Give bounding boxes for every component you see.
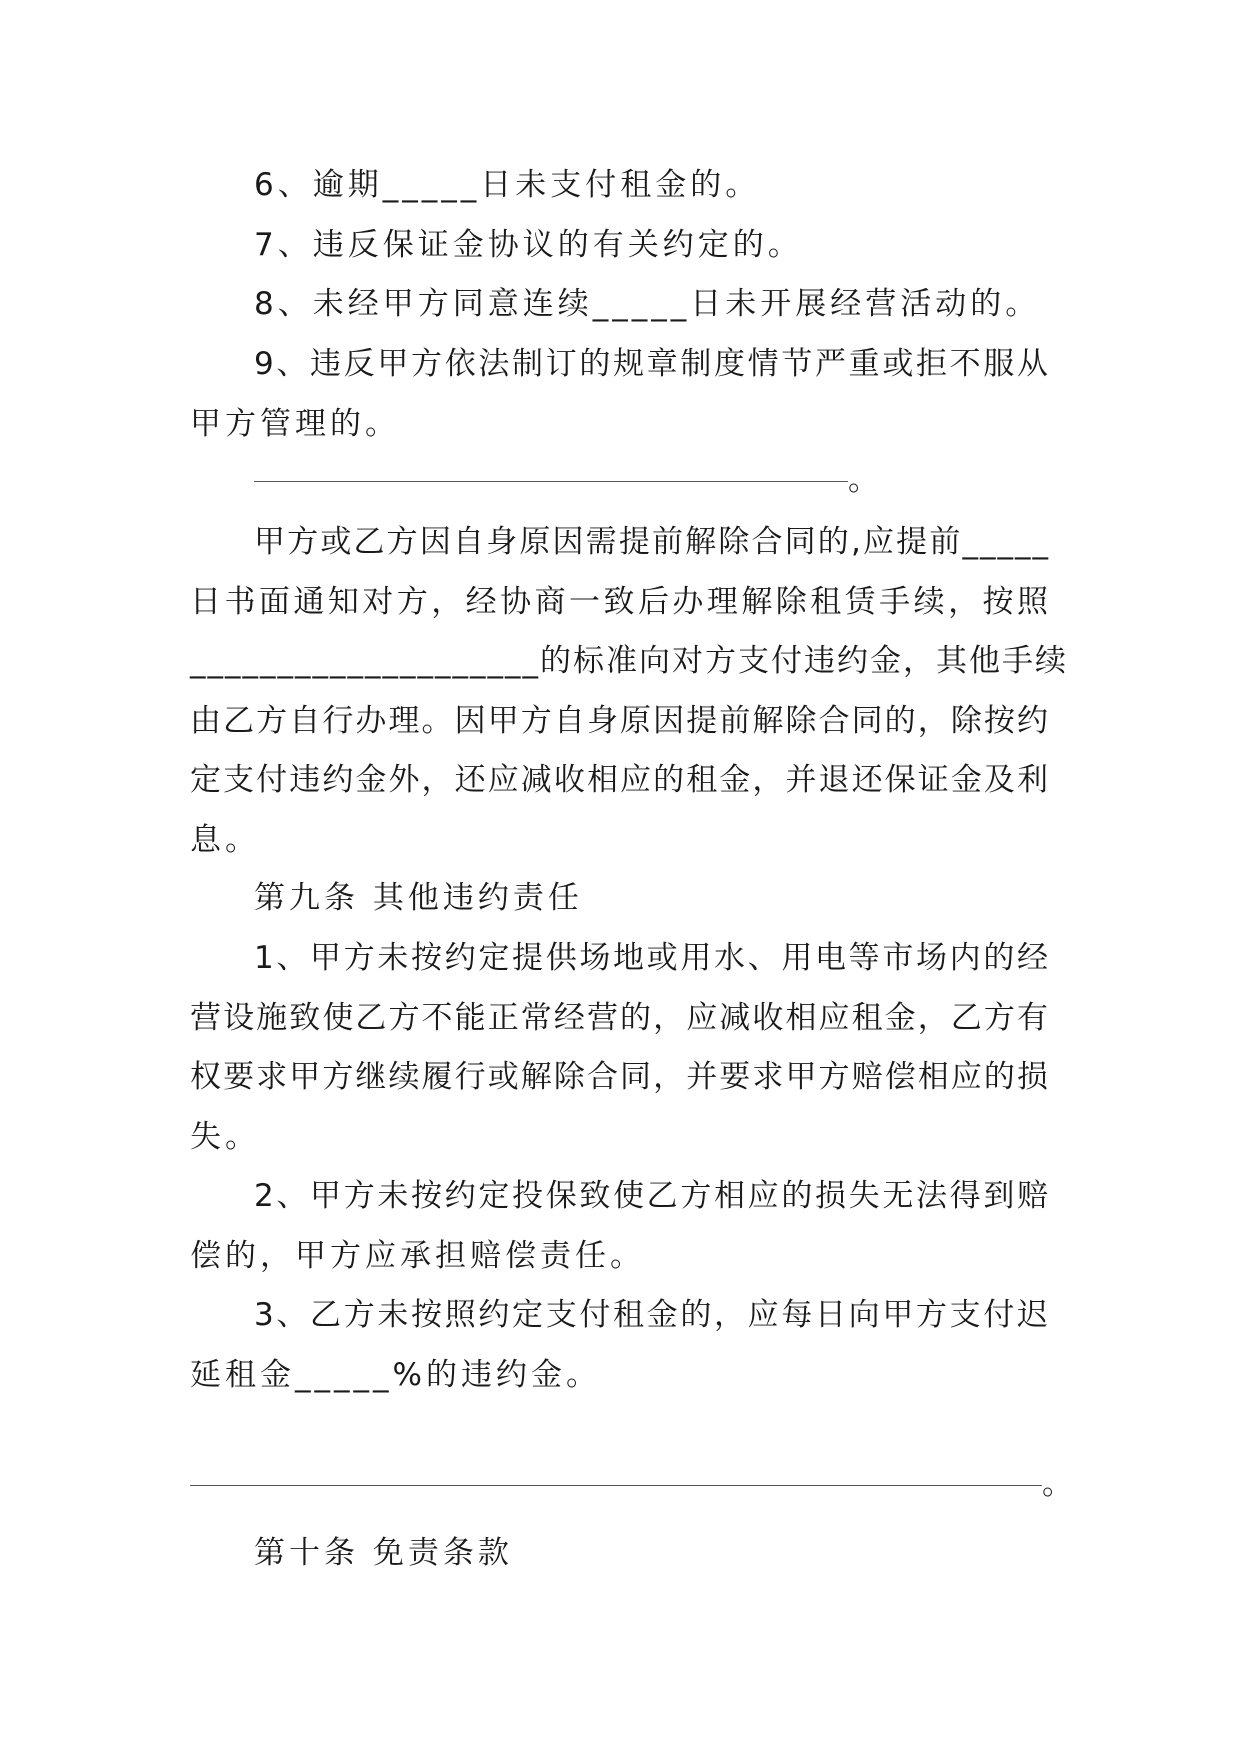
clause-item-8: 8、未经甲方同意连续_____日未开展经营活动的。: [254, 286, 1041, 322]
termination-paragraph-line-6: 息。: [190, 822, 260, 858]
clause-item-9-line-1: 9、违反甲方依法制订的规章制度情节严重或拒不服从: [254, 346, 1050, 382]
clause-item-7: 7、违反保证金协议的有关约定的。: [254, 227, 803, 263]
clause-9-item-1-line-4: 失。: [190, 1119, 260, 1155]
clause-9-item-3-line-1: 3、乙方未按照约定支付租金的，应每日向甲方支付迟: [254, 1297, 1050, 1333]
blank-line-end-mark: 。: [848, 462, 879, 498]
termination-paragraph-line-1: 甲方或乙方因自身原因需提前解除合同的,应提前_____: [254, 524, 1050, 560]
clause-9-item-2-line-2: 偿的，甲方应承担赔偿责任。: [190, 1238, 645, 1274]
blank-line-end-mark: 。: [1042, 1466, 1073, 1502]
section-heading-article-10: 第十条 免责条款: [254, 1535, 513, 1571]
clause-item-6: 6、逾期_____日未支付租金的。: [254, 167, 761, 203]
termination-paragraph-line-3: ____________________的标准向对方支付违约金，其他手续: [190, 643, 1068, 679]
clause-9-item-1-line-3: 权要求甲方继续履行或解除合同，并要求甲方赔偿相应的损: [190, 1059, 1050, 1095]
clause-9-item-1-line-2: 营设施致使乙方不能正常经营的，应减收相应租金，乙方有: [190, 1000, 1050, 1036]
clause-9-item-3-line-2: 延租金_____%的违约金。: [190, 1357, 601, 1393]
clause-item-9-line-2: 甲方管理的。: [190, 406, 400, 442]
blank-underline: [190, 1485, 1042, 1486]
termination-paragraph-line-4: 由乙方自行办理。因甲方自身原因提前解除合同的，除按约: [190, 703, 1050, 739]
clause-9-item-2-line-1: 2、甲方未按约定投保致使乙方相应的损失无法得到赔: [254, 1178, 1050, 1214]
section-heading-article-9: 第九条 其他违约责任: [254, 880, 583, 916]
termination-paragraph-line-2: 日书面通知对方，经协商一致后办理解除租赁手续，按照: [190, 584, 1050, 620]
termination-paragraph-line-5: 定支付违约金外，还应减收相应的租金，并退还保证金及利: [190, 762, 1050, 798]
clause-9-item-1-line-1: 1、甲方未按约定提供场地或用水、用电等市场内的经: [254, 940, 1050, 976]
blank-underline: [254, 481, 848, 482]
